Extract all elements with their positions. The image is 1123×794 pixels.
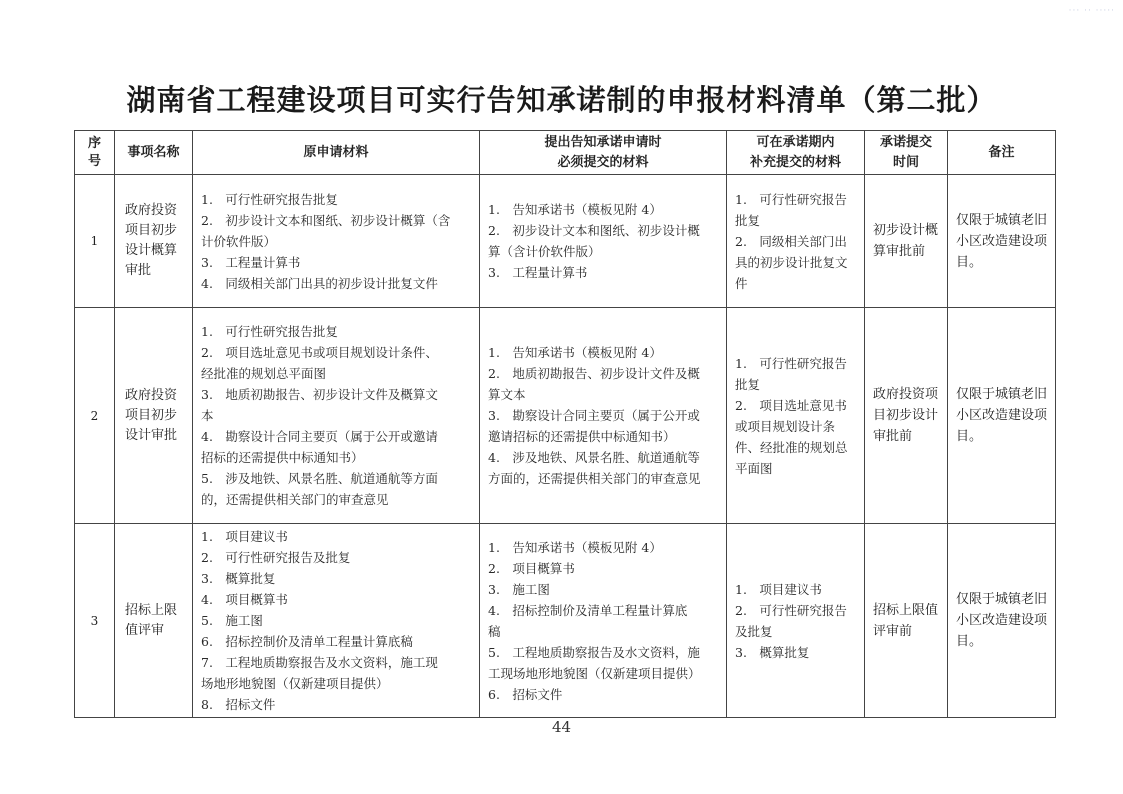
original-material-line: 1. 可行性研究报告批复 xyxy=(201,324,338,339)
document-title: 湖南省工程建设项目可实行告知承诺制的申报材料清单（第二批） xyxy=(126,83,997,117)
original-material-line: 4. 勘察设计合同主要页（属于公开或邀请 xyxy=(201,429,438,444)
submit-material-line: 6. 招标文件 xyxy=(488,686,563,702)
submit-material-line: 工现场地形地貌图（仅新建项目提供） xyxy=(488,665,701,681)
col-header-idx xyxy=(75,131,115,175)
supplement-material-line: 平面图 xyxy=(735,460,773,476)
original-material-line: 招标的还需提供中标通知书） xyxy=(201,450,364,465)
col-header-time-line-1: 承诺提交 xyxy=(879,134,932,150)
original-material-line: 本 xyxy=(201,408,214,423)
original-material-line: 8. 招标文件 xyxy=(201,697,276,712)
supplement-material-line: 批复 xyxy=(735,212,761,228)
supplement-material-line: 2. 项目选址意见书 xyxy=(735,397,847,413)
supplement-materials-cell xyxy=(727,175,865,308)
original-material-line: 2. 项目选址意见书或项目规划设计条件、 xyxy=(201,345,438,360)
col-header-supplement-line-1: 可在承诺期内 xyxy=(756,134,835,150)
submit-material-line: 3. 施工图 xyxy=(488,581,550,597)
original-material-line: 的，还需提供相关部门的审查意见 xyxy=(201,492,389,507)
supplement-material-line: 及批复 xyxy=(735,623,773,639)
submit-material-line: 2. 初步设计文本和图纸、初步设计概 xyxy=(488,223,700,238)
supplement-material-line: 3. 概算批复 xyxy=(735,644,810,660)
supplement-material-line: 件 xyxy=(735,275,748,291)
col-header-supplement xyxy=(727,131,865,175)
col-header-time xyxy=(865,131,948,175)
col-header-submit xyxy=(480,131,727,175)
col-header-original: 原申请材料 xyxy=(193,131,480,175)
row-note: 仅限于城镇老旧小区改造建设项目。 xyxy=(948,175,1056,308)
materials-table xyxy=(74,130,1056,718)
original-materials-cell xyxy=(193,175,480,308)
submit-material-line: 1. 告知承诺书（模板见附 4） xyxy=(488,345,662,360)
supplement-material-line: 具的初步设计批复文 xyxy=(735,254,848,270)
submit-material-line: 1. 告知承诺书（模板见附 4） xyxy=(488,202,662,217)
supplement-material-line: 2. 可行性研究报告 xyxy=(735,602,847,618)
submit-materials-cell xyxy=(480,308,727,524)
commit-time: 招标上限值评审前 xyxy=(865,524,948,718)
original-material-line: 3. 概算批复 xyxy=(201,571,276,586)
supplement-materials-cell xyxy=(727,308,865,524)
original-material-line: 6. 招标控制价及清单工程量计算底稿 xyxy=(201,634,413,649)
submit-material-line: 1. 告知承诺书（模板见附 4） xyxy=(488,539,662,555)
col-header-name: 事项名称 xyxy=(115,131,193,175)
original-materials-cell xyxy=(193,308,480,524)
col-header-note: 备注 xyxy=(948,131,1056,175)
submit-material-line: 稿 xyxy=(488,623,501,639)
original-material-line: 1. 项目建议书 xyxy=(201,529,288,544)
original-material-line: 2. 可行性研究报告及批复 xyxy=(201,550,351,565)
supplement-material-line: 1. 可行性研究报告 xyxy=(735,355,847,371)
submit-material-line: 5. 工程地质勘察报告及水文资料，施 xyxy=(488,644,700,660)
col-header-submit-line-2: 必须提交的材料 xyxy=(557,154,649,170)
submit-material-line: 2. 项目概算书 xyxy=(488,560,575,576)
submit-material-line: 2. 地质初勘报告、初步设计文件及概 xyxy=(488,366,700,381)
submit-materials-cell xyxy=(480,175,727,308)
supplement-material-line: 件、经批准的规划总 xyxy=(735,439,848,455)
original-material-line: 计价软件版） xyxy=(201,233,277,249)
supplement-material-line: 或项目规划设计条 xyxy=(735,418,836,434)
commit-time: 初步设计概算审批前 xyxy=(865,175,948,308)
original-material-line: 4. 项目概算书 xyxy=(201,592,288,607)
supplement-material-line: 2. 同级相关部门出 xyxy=(735,233,847,249)
original-material-line: 场地形地貌图（仅新建项目提供） xyxy=(201,676,389,691)
original-material-line: 经批准的规划总平面图 xyxy=(201,366,327,381)
submit-material-line: 邀请招标的还需提供中标通知书） xyxy=(488,429,676,444)
original-material-line: 5. 施工图 xyxy=(201,613,263,628)
table-row xyxy=(75,524,1056,718)
original-materials-cell xyxy=(193,524,480,718)
original-material-line: 7. 工程地质勘察报告及水文资料，施工现 xyxy=(201,655,438,670)
col-header-supplement-line-2: 补充提交的材料 xyxy=(749,154,841,170)
col-header-idx-text: 序号 xyxy=(87,135,101,169)
header-watermark: ··· ·· ····· xyxy=(1068,6,1115,16)
original-material-line: 3. 工程量计算书 xyxy=(201,254,301,270)
submit-material-line: 4. 招标控制价及清单工程量计算底 xyxy=(488,602,688,618)
submit-material-line: 3. 勘察设计合同主要页（属于公开或 xyxy=(488,408,700,423)
table-header-row xyxy=(75,131,1056,175)
row-note: 仅限于城镇老旧小区改造建设项目。 xyxy=(948,308,1056,524)
table-row xyxy=(75,308,1056,524)
original-material-line: 1. 可行性研究报告批复 xyxy=(201,191,338,207)
row-index: 2 xyxy=(75,308,115,524)
row-index: 3 xyxy=(75,524,115,718)
supplement-material-line: 1. 项目建议书 xyxy=(735,581,822,597)
original-material-line: 3. 地质初勘报告、初步设计文件及概算文 xyxy=(201,387,438,402)
submit-material-line: 3. 工程量计算书 xyxy=(488,265,588,280)
submit-materials-cell xyxy=(480,524,727,718)
submit-material-line: 算（含计价软件版） xyxy=(488,244,601,259)
col-header-time-line-2: 时间 xyxy=(892,154,919,170)
row-note: 仅限于城镇老旧小区改造建设项目。 xyxy=(948,524,1056,718)
submit-material-line: 算文本 xyxy=(488,387,526,402)
original-material-line: 2. 初步设计文本和图纸、初步设计概算（含 xyxy=(201,212,451,228)
page-number: 44 xyxy=(551,718,572,736)
row-index: 1 xyxy=(75,175,115,308)
supplement-material-line: 批复 xyxy=(735,376,761,392)
item-name: 招标上限值评审 xyxy=(115,524,193,718)
original-material-line: 4. 同级相关部门出具的初步设计批复文件 xyxy=(201,275,438,291)
table-row xyxy=(75,175,1056,308)
item-name: 政府投资项目初步设计审批 xyxy=(115,308,193,524)
supplement-materials-cell xyxy=(727,524,865,718)
supplement-material-line: 1. 可行性研究报告 xyxy=(735,191,847,207)
col-header-submit-line-1: 提出告知承诺申请时 xyxy=(544,134,662,150)
original-material-line: 5. 涉及地铁、风景名胜、航道通航等方面 xyxy=(201,471,438,486)
submit-material-line: 4. 涉及地铁、风景名胜、航道通航等 xyxy=(488,450,700,465)
commit-time: 政府投资项目初步设计审批前 xyxy=(865,308,948,524)
submit-material-line: 方面的，还需提供相关部门的审查意见 xyxy=(488,471,701,486)
item-name: 政府投资项目初步设计概算审批 xyxy=(115,175,193,308)
